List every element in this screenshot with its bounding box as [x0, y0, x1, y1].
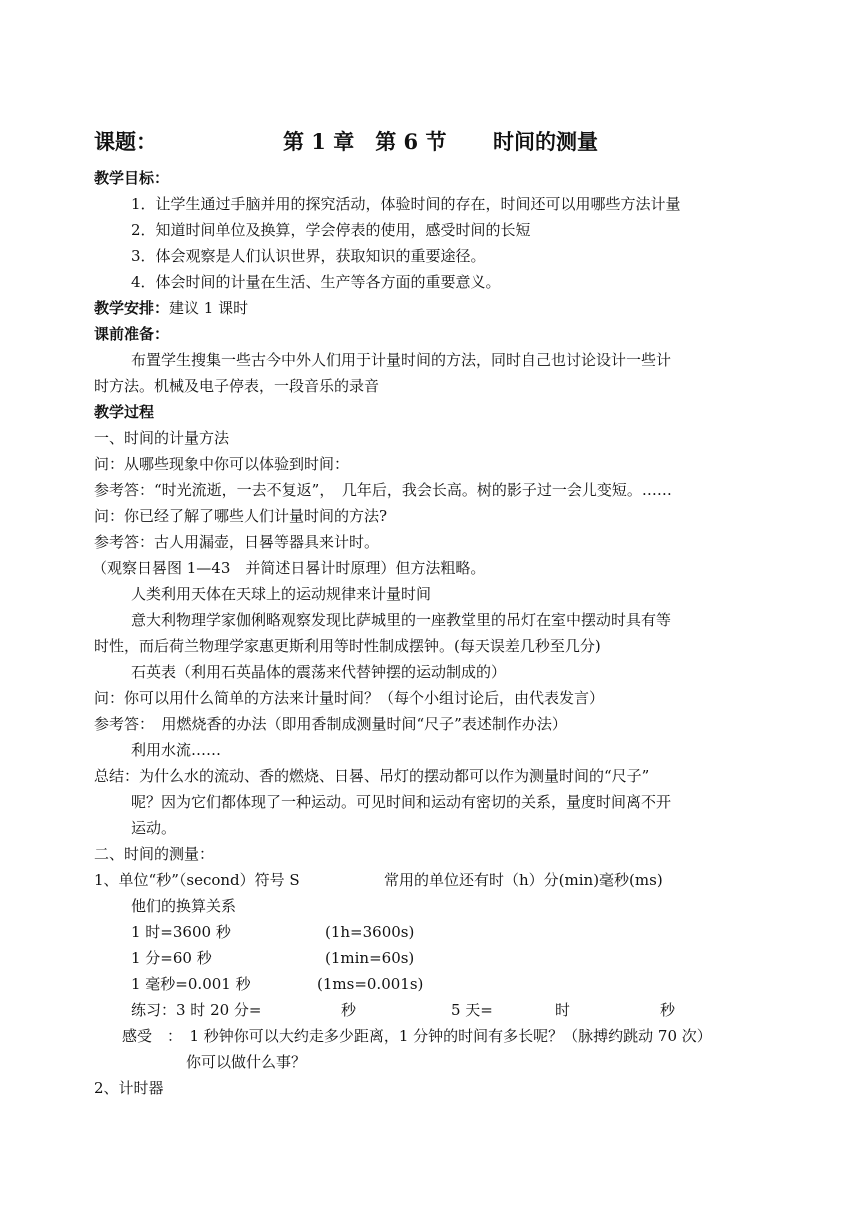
- conversion-en: (1min=60s): [325, 949, 415, 967]
- paragraph: 意大利物理学家伽俐略观察发现比萨城里的一座教堂里的吊灯在室中摆动时具有等: [131, 611, 672, 629]
- summary: 运动。: [131, 819, 177, 837]
- summary: 总结：为什么水的流动、香的燃烧、日晷、吊灯的摆动都可以作为测量时间的“尺子”: [94, 767, 650, 785]
- section-heading: 2、计时器: [94, 1079, 164, 1097]
- conversion-cn: 1 分=60 秒: [131, 949, 212, 967]
- goal-item: 2．知道时间单位及换算，学会停表的使用，感受时间的长短: [131, 221, 531, 239]
- conversion-en: (1h=3600s): [325, 923, 415, 941]
- paragraph: 人类利用天体在天球上的运动规律来计量时间: [131, 585, 432, 603]
- arrangement-label: 教学安排：: [94, 299, 170, 317]
- preparation-text: 时方法。机械及电子停表，一段音乐的录音: [94, 377, 380, 395]
- section-heading: 二、时间的测量：: [94, 845, 215, 863]
- question: 问：你可以用什么简单的方法来计量时间？（每个小组讨论后，由代表发言）: [94, 689, 605, 707]
- summary: 呢？因为它们都体现了一种运动。可见时间和运动有密切的关系，量度时间离不开: [131, 793, 672, 811]
- exercise-row: [131, 1000, 731, 1020]
- lesson-topic: 时间的测量: [493, 129, 598, 154]
- unit-line: [94, 870, 794, 890]
- answer: 参考答： 用燃烧香的办法（即用香制成测量时间“尺子”表述制作办法）: [94, 715, 567, 733]
- feeling: 感受 ： 1 秒钟你可以大约走多少距离，1 分钟的时间有多长呢？（脉搏约跳动 70 次）: [122, 1027, 712, 1045]
- exercise-label: 练习：3 时 20 分=: [131, 1001, 262, 1019]
- answer: 利用水流……: [131, 741, 222, 759]
- note: （观察日晷图 1—43 并简述日晷计时原理）但方法粗略。: [92, 559, 486, 577]
- question: 问：从哪些现象中你可以体验到时间：: [94, 455, 350, 473]
- conversion-row: [131, 948, 531, 968]
- goal-item: 3．体会观察是人们认识世界，获取知识的重要途径。: [131, 247, 486, 265]
- lesson-label: 课题：: [94, 129, 157, 154]
- paragraph: 石英表（利用石英晶体的震荡来代替钟摆的运动制成的）: [131, 663, 507, 681]
- question: 问：你已经了解了哪些人们计量时间的方法?: [94, 507, 388, 525]
- section-heading: 一、时间的计量方法: [94, 429, 230, 447]
- goal-item: 4．体会时间的计量在生活、生产等各方面的重要意义。: [131, 273, 501, 291]
- answer: 参考答：“时光流逝，一去不复返”， 几年后，我会长高。树的影子过一会儿变短。……: [94, 481, 672, 499]
- arrangement-value: 建议 1 课时: [169, 299, 249, 317]
- preparation-heading: 课前准备：: [94, 325, 170, 343]
- paragraph: 时性，而后荷兰物理学家惠更斯利用等时性制成摆钟。(每天误差几秒至几分): [94, 637, 601, 655]
- exercise-unit: 秒: [341, 1001, 357, 1019]
- feeling: 你可以做什么事？: [186, 1053, 307, 1071]
- answer: 参考答：古人用漏壶，日晷等器具来计时。: [94, 533, 380, 551]
- arrangement-line: [94, 298, 248, 318]
- unit-definition: 1、单位“秒”（second）符号 S: [94, 871, 300, 889]
- chapter-section: 第 1 章 第 6 节: [283, 129, 447, 154]
- conversion-intro: 他们的换算关系: [131, 897, 237, 915]
- process-heading: 教学过程: [94, 403, 155, 421]
- conversion-cn: 1 毫秒=0.001 秒: [131, 975, 251, 993]
- conversion-en: (1ms=0.001s): [317, 975, 424, 993]
- exercise-unit: 秒: [660, 1001, 676, 1019]
- conversion-cn: 1 时=3600 秒: [131, 923, 231, 941]
- unit-other: 常用的单位还有时（h）分(min)毫秒(ms): [384, 871, 663, 889]
- preparation-text: 布置学生搜集一些古今中外人们用于计量时间的方法，同时自己也讨论设计一些计: [131, 351, 672, 369]
- exercise-mid: 5 天=: [451, 1001, 493, 1019]
- goals-heading: 教学目标：: [94, 169, 170, 187]
- exercise-unit: 时: [555, 1001, 571, 1019]
- conversion-row: [131, 974, 531, 994]
- conversion-row: [131, 922, 531, 942]
- goal-item: 1．让学生通过手脑并用的探究活动，体验时间的存在，时间还可以用哪些方法计量: [131, 195, 681, 213]
